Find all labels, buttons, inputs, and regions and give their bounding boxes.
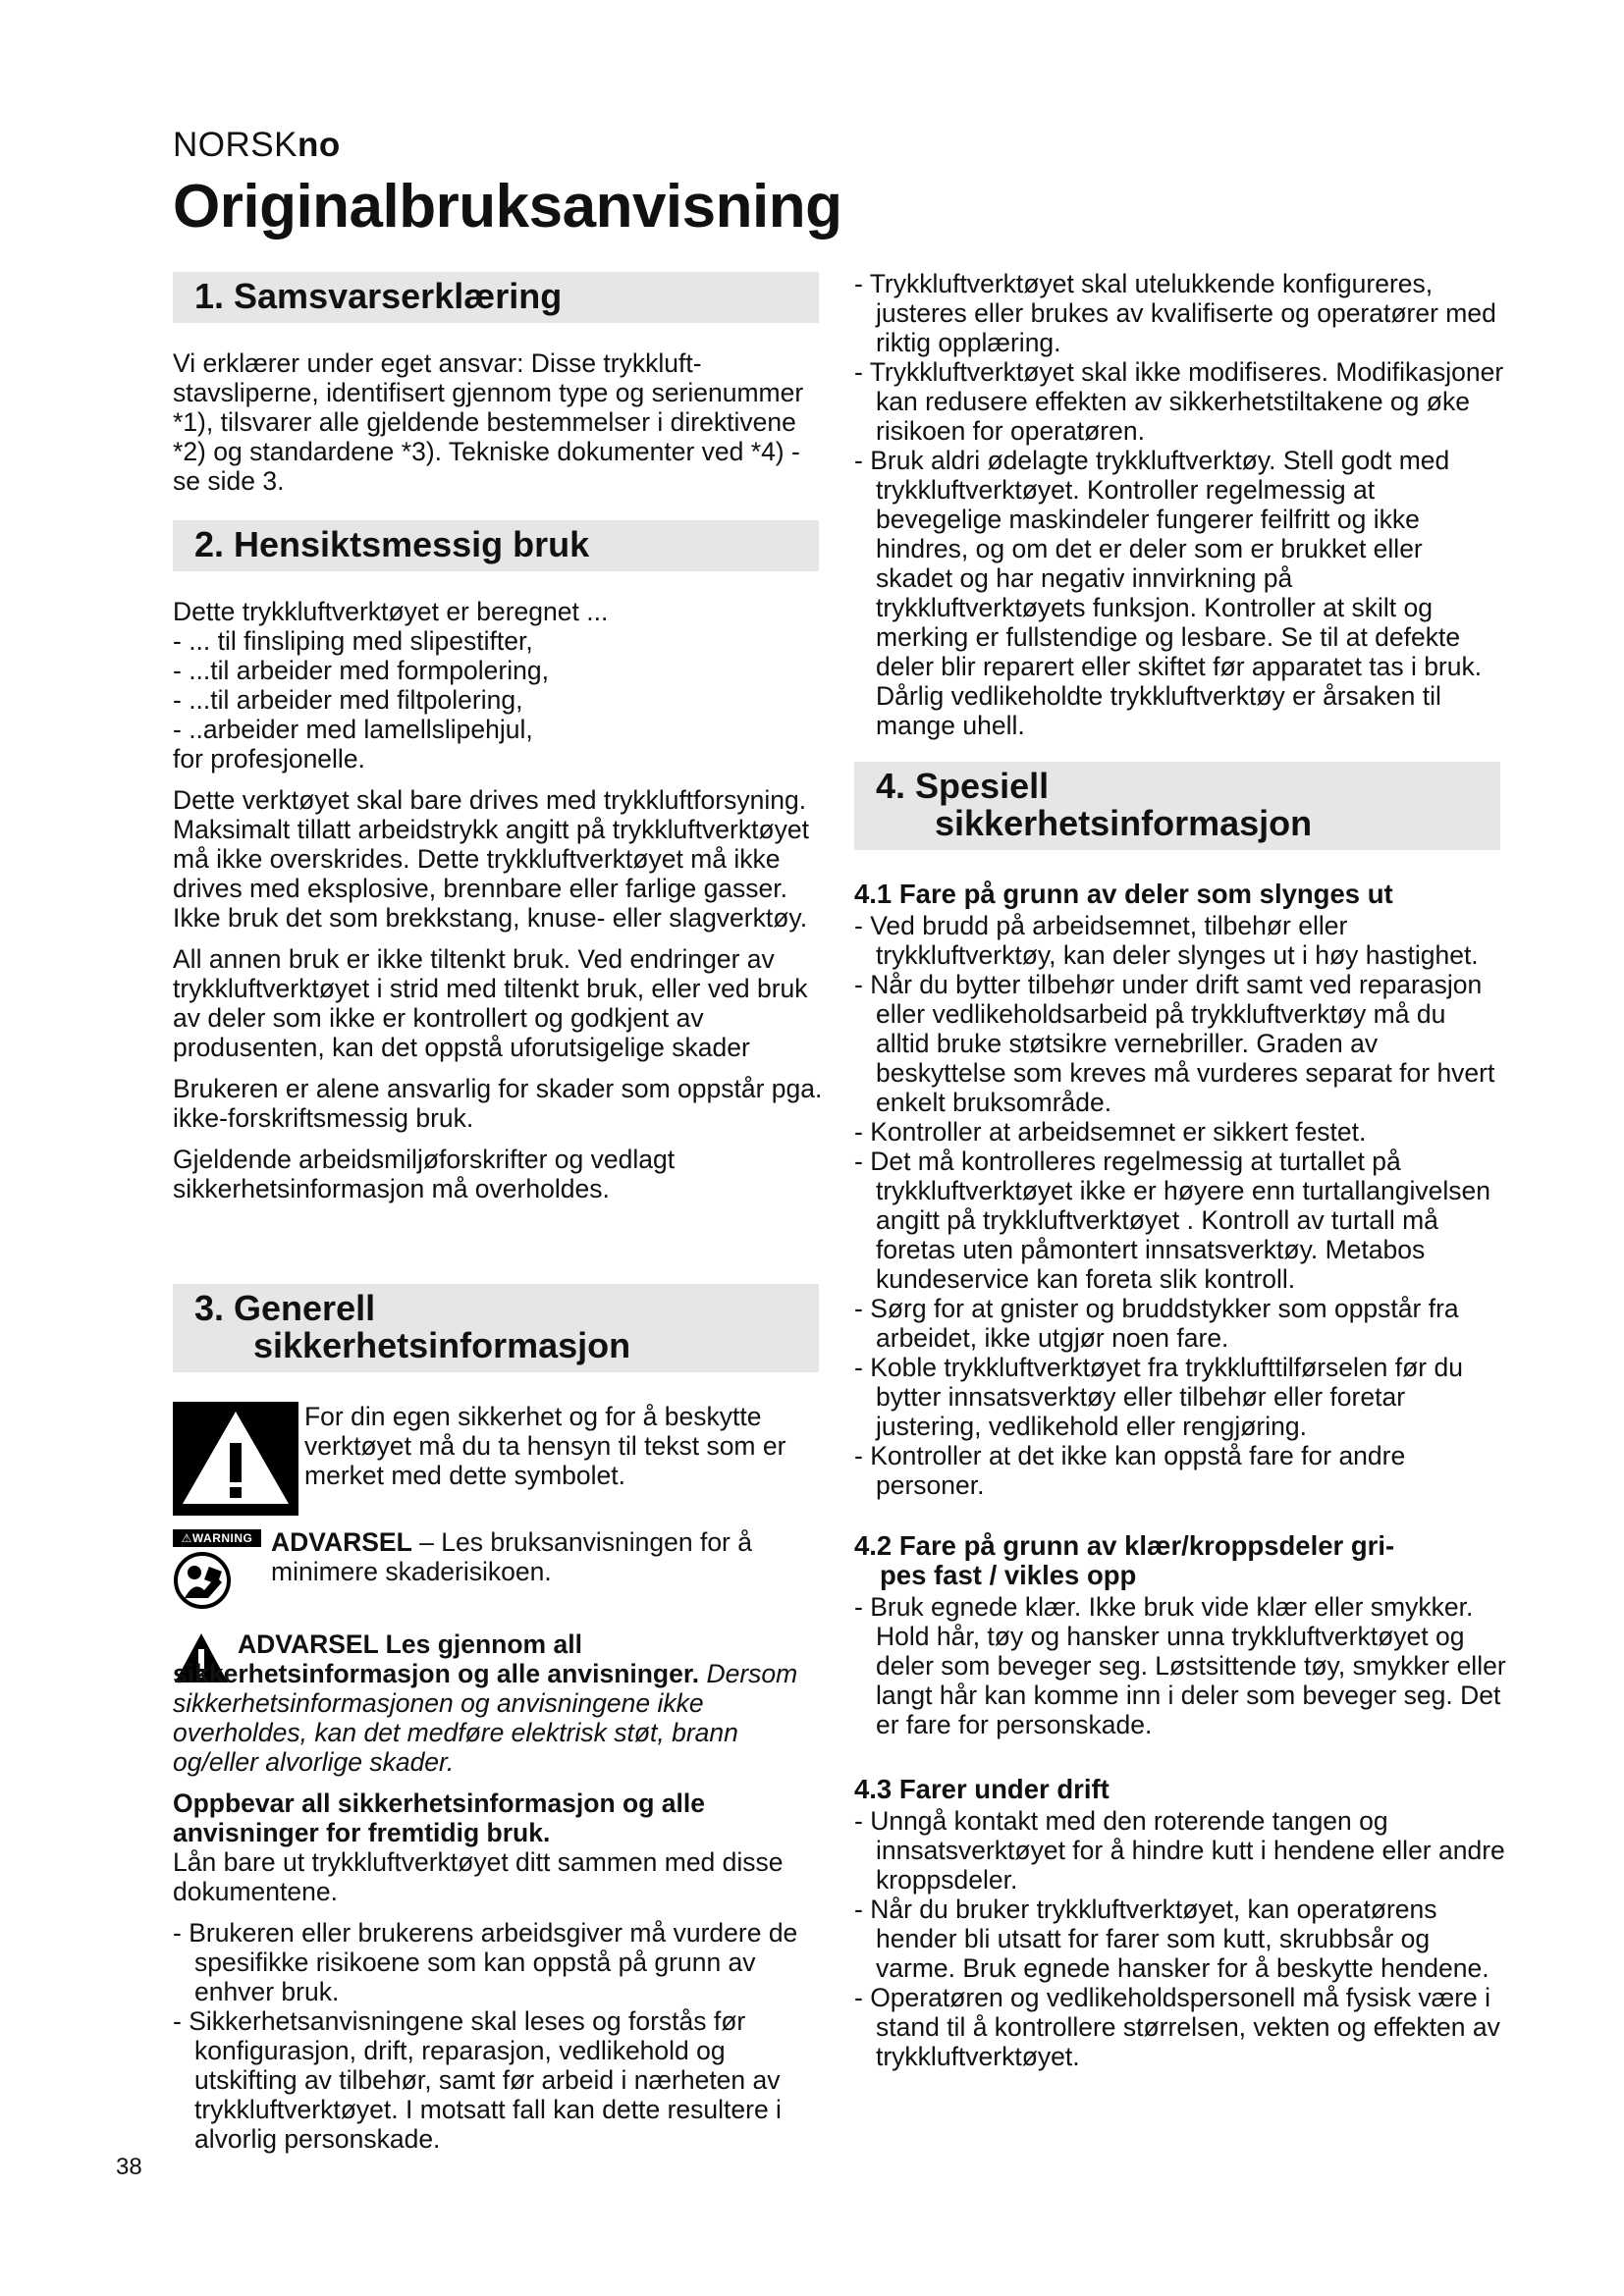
section-4-2	[854, 1531, 1506, 1739]
list-item: - Sikkerhetsanvisningene skal leses og forstås før konfigurasjon, drift, reparasjon, vedlikehold og utskifting av tilbehør, samt før arbeid i nærheten av trykkluftverktøyet. I motsatt fall kan dette resultere i alvorlig personskade.	[173, 2006, 825, 2154]
list-item: - Bruk aldri ødelagte trykkluftverktøy. Stell godt med trykkluftverktøyet. Kontroller regelmessig at bevegelige maskindeler fungerer feilfritt og ikke hindres, og om det er deler som er brukket eller skadet og har negativ innvirkning på trykkluftverktøyets funksjon. Kontroller at skilt og merking er fullstendige og lesbare. Se til at defekte deler blir reparert eller skiftet før apparatet tas i bruk. Dårlig vedlikeholdte trykkluftverktøy er årsaken til mange uhell.	[854, 446, 1506, 740]
list-item: - ...til arbeider med formpolering,	[173, 656, 825, 685]
section-4-3	[854, 1775, 1506, 2071]
section-3-heading-line-2: sikkerhetsinformasjon	[253, 1325, 631, 1365]
list-item: - Unngå kontakt med den roterende tangen og innsatsverktøyet for å hindre kutt i hendene eller andre kroppsdeler.	[854, 1806, 1506, 1895]
section-2-body	[173, 597, 825, 1203]
page-number: 38	[116, 2154, 142, 2180]
warning-triangle-icon	[173, 1402, 298, 1516]
section-3-body	[173, 1789, 825, 2154]
list-item: - Kontroller at arbeidsemnet er sikkert festet.	[854, 1117, 1506, 1147]
advarsel-general-warning: ADVARSEL Les gjennom all sikkerhetsinformasjon og alle anvisninger. Dersom sikkerhetsinformasjonen og anvisningene ikke overholdes, kan det medføre elektrisk støt, brann og/eller alvorlige skader.	[173, 1629, 798, 1777]
section-2-paragraph-4: Brukeren er alene ansvarlig for skader som oppstår pga. ikke-forskriftsmessig bruk.	[173, 1074, 823, 1133]
list-item: - ..arbeider med lamellslipehjul,	[173, 715, 825, 744]
section-4-1	[854, 880, 1506, 1500]
section-4-3-heading: 4.3 Farer under drift	[854, 1774, 1110, 1804]
section-4-heading-line-2: sikkerhetsinformasjon	[935, 803, 1313, 843]
symbol-explanation: For din egen sikkerhet og for å beskytte verktøyet må du ta hensyn til tekst som er merket med dette symbolet.	[304, 1402, 786, 1490]
list-item: - Operatøren og vedlikeholdspersonell må fysisk være i stand til å kontrollere størrelsen, vekten og effekten av trykkluftverktøyet.	[854, 1983, 1506, 2071]
list-item: - Kontroller at det ikke kan oppstå fare for andre personer.	[854, 1441, 1506, 1500]
section-2-heading: 2. Hensiktsmessig bruk	[173, 520, 819, 571]
list-item: - Koble trykkluftverktøyet fra trykklufttilførselen før du bytter innsatsverktøy eller tilbehør eller foretar justering, vedlikehold eller rengjøring.	[854, 1353, 1506, 1441]
section-4-heading	[854, 762, 1500, 850]
list-item: - Det må kontrolleres regelmessig at turtallet på trykkluftverktøyet ikke er høyere enn turtallangivelsen angitt på trykkluftverktøyet . Kontroll av turtall må foretas uten påmontert innsatsverktøy. Metabos kundeservice kan foreta slik kontroll.	[854, 1147, 1506, 1294]
list-item: - ... til finsliping med slipestifter,	[173, 626, 825, 656]
section-2-paragraph-5: Gjeldende arbeidsmiljøforskrifter og vedlagt sikkerhetsinformasjon må overholdes.	[173, 1145, 676, 1203]
section-4-2-list	[854, 1592, 1506, 1739]
section-1-heading: 1. Samsvarserklæring	[173, 272, 819, 323]
section-3-list	[173, 1918, 825, 2154]
warning-label: ⚠WARNING	[173, 1529, 261, 1547]
section-2-intro: Dette trykkluftverktøyet er beregnet ...	[173, 597, 609, 626]
list-item: - Sørg for at gnister og bruddstykker som oppstår fra arbeidet, ikke utgjør noen fare.	[854, 1294, 1506, 1353]
list-item: - Når du bytter tilbehør under drift samt ved reparasjon eller vedlikeholdsarbeid på trykkluftverktøy må du alltid bruke støtsikre vernebriller. Graden av beskyttelse som kreves må vurderes separat for hvert enkelt bruksområde.	[854, 970, 1506, 1117]
section-3-heading	[173, 1284, 819, 1372]
section-4-2-heading: 4.2 Fare på grunn av klær/kroppsdeler gri- pes fast / vikles opp	[854, 1530, 1395, 1590]
section-2-tail: for profesjonelle.	[173, 744, 365, 774]
section-4-1-heading: 4.1 Fare på grunn av deler som slynges ut	[854, 879, 1393, 909]
keep-instructions-text: Lån bare ut trykkluftverktøyet ditt sammen med disse dokumentene.	[173, 1847, 784, 1906]
language-code: no	[297, 126, 341, 164]
list-item: - Når du bruker trykkluftverktøyet, kan operatørens hender bli utsatt for farer som kutt, skrubbsår og varme. Bruk egnede hansker for å beskytte hendene.	[854, 1895, 1506, 1983]
list-item: - Brukeren eller brukerens arbeidsgiver må vurdere de spesifikke risikoene som kan oppstå på grunn av enhver bruk.	[173, 1918, 825, 2006]
page-title: Originalbruksanvisning	[173, 173, 842, 240]
section-3-heading-line-1: 3. Generell	[194, 1288, 376, 1328]
read-manual-icon	[173, 1529, 261, 1610]
language-prefix: NORSK	[173, 126, 298, 164]
advarsel-read-manual: ADVARSEL – Les bruksanvisningen for å minimere skaderisikoen.	[271, 1527, 752, 1586]
section-1-text: Vi erklærer under eget ansvar: Disse trykkluft-stavsliperne, identifisert gjennom type og serienummer *1), tilsvarer alle gjeldende bestemmelser i direktivene *2) og standardene *3). Tekniske dokumenter ved *4) - se side 3.	[173, 348, 804, 496]
keep-instructions-heading: Oppbevar all sikkerhetsinformasjon og alle anvisninger for fremtidig bruk.	[173, 1789, 705, 1847]
list-item: - Trykkluftverktøyet skal utelukkende konfigureres, justeres eller brukes av kvalifiserte og operatører med riktig opplæring.	[854, 269, 1506, 357]
section-4-3-list	[854, 1806, 1506, 2071]
list-item: - Trykkluftverktøyet skal ikke modifiseres. Modifikasjoner kan redusere effekten av sikkerhetstiltakene og øke risikoen for operatøren.	[854, 357, 1506, 446]
list-item: - ...til arbeider med filtpolering,	[173, 685, 825, 715]
section-2-list	[173, 626, 825, 744]
section-4-1-list	[854, 911, 1506, 1500]
language-label	[173, 126, 341, 165]
section-4-heading-line-1: 4. Spesiell	[876, 766, 1050, 806]
list-item: - Bruk egnede klær. Ikke bruk vide klær eller smykker. Hold hår, tøy og hansker unna trykkluftverktøyet og deler som beveger seg. Løstsittende tøy, smykker eller langt hår kan komme inn i deler som beveger seg. Det er fare for personskade.	[854, 1592, 1506, 1739]
right-top-list	[854, 269, 1506, 740]
section-2-paragraph-2: Dette verktøyet skal bare drives med trykkluftforsyning. Maksimalt tillatt arbeidstrykk angitt på trykkluftverktøyet må ikke overskrides. Dette trykkluftverktøyet må ikke drives med eksplosive, brennbare eller farlige gasser. Ikke bruk det som brekkstang, knuse- eller slagverktøy.	[173, 785, 809, 933]
list-item: - Ved brudd på arbeidsemnet, tilbehør eller trykkluftverktøy, kan deler slynges ut i høy hastighet.	[854, 911, 1506, 970]
section-2-paragraph-3: All annen bruk er ikke tiltenkt bruk. Ved endringer av trykkluftverktøyet i strid med tiltenkt bruk, eller ved bruk av deler som ikke er kontrollert og godkjent av produsenten, kan det oppstå uforutsigelige skader	[173, 944, 808, 1062]
